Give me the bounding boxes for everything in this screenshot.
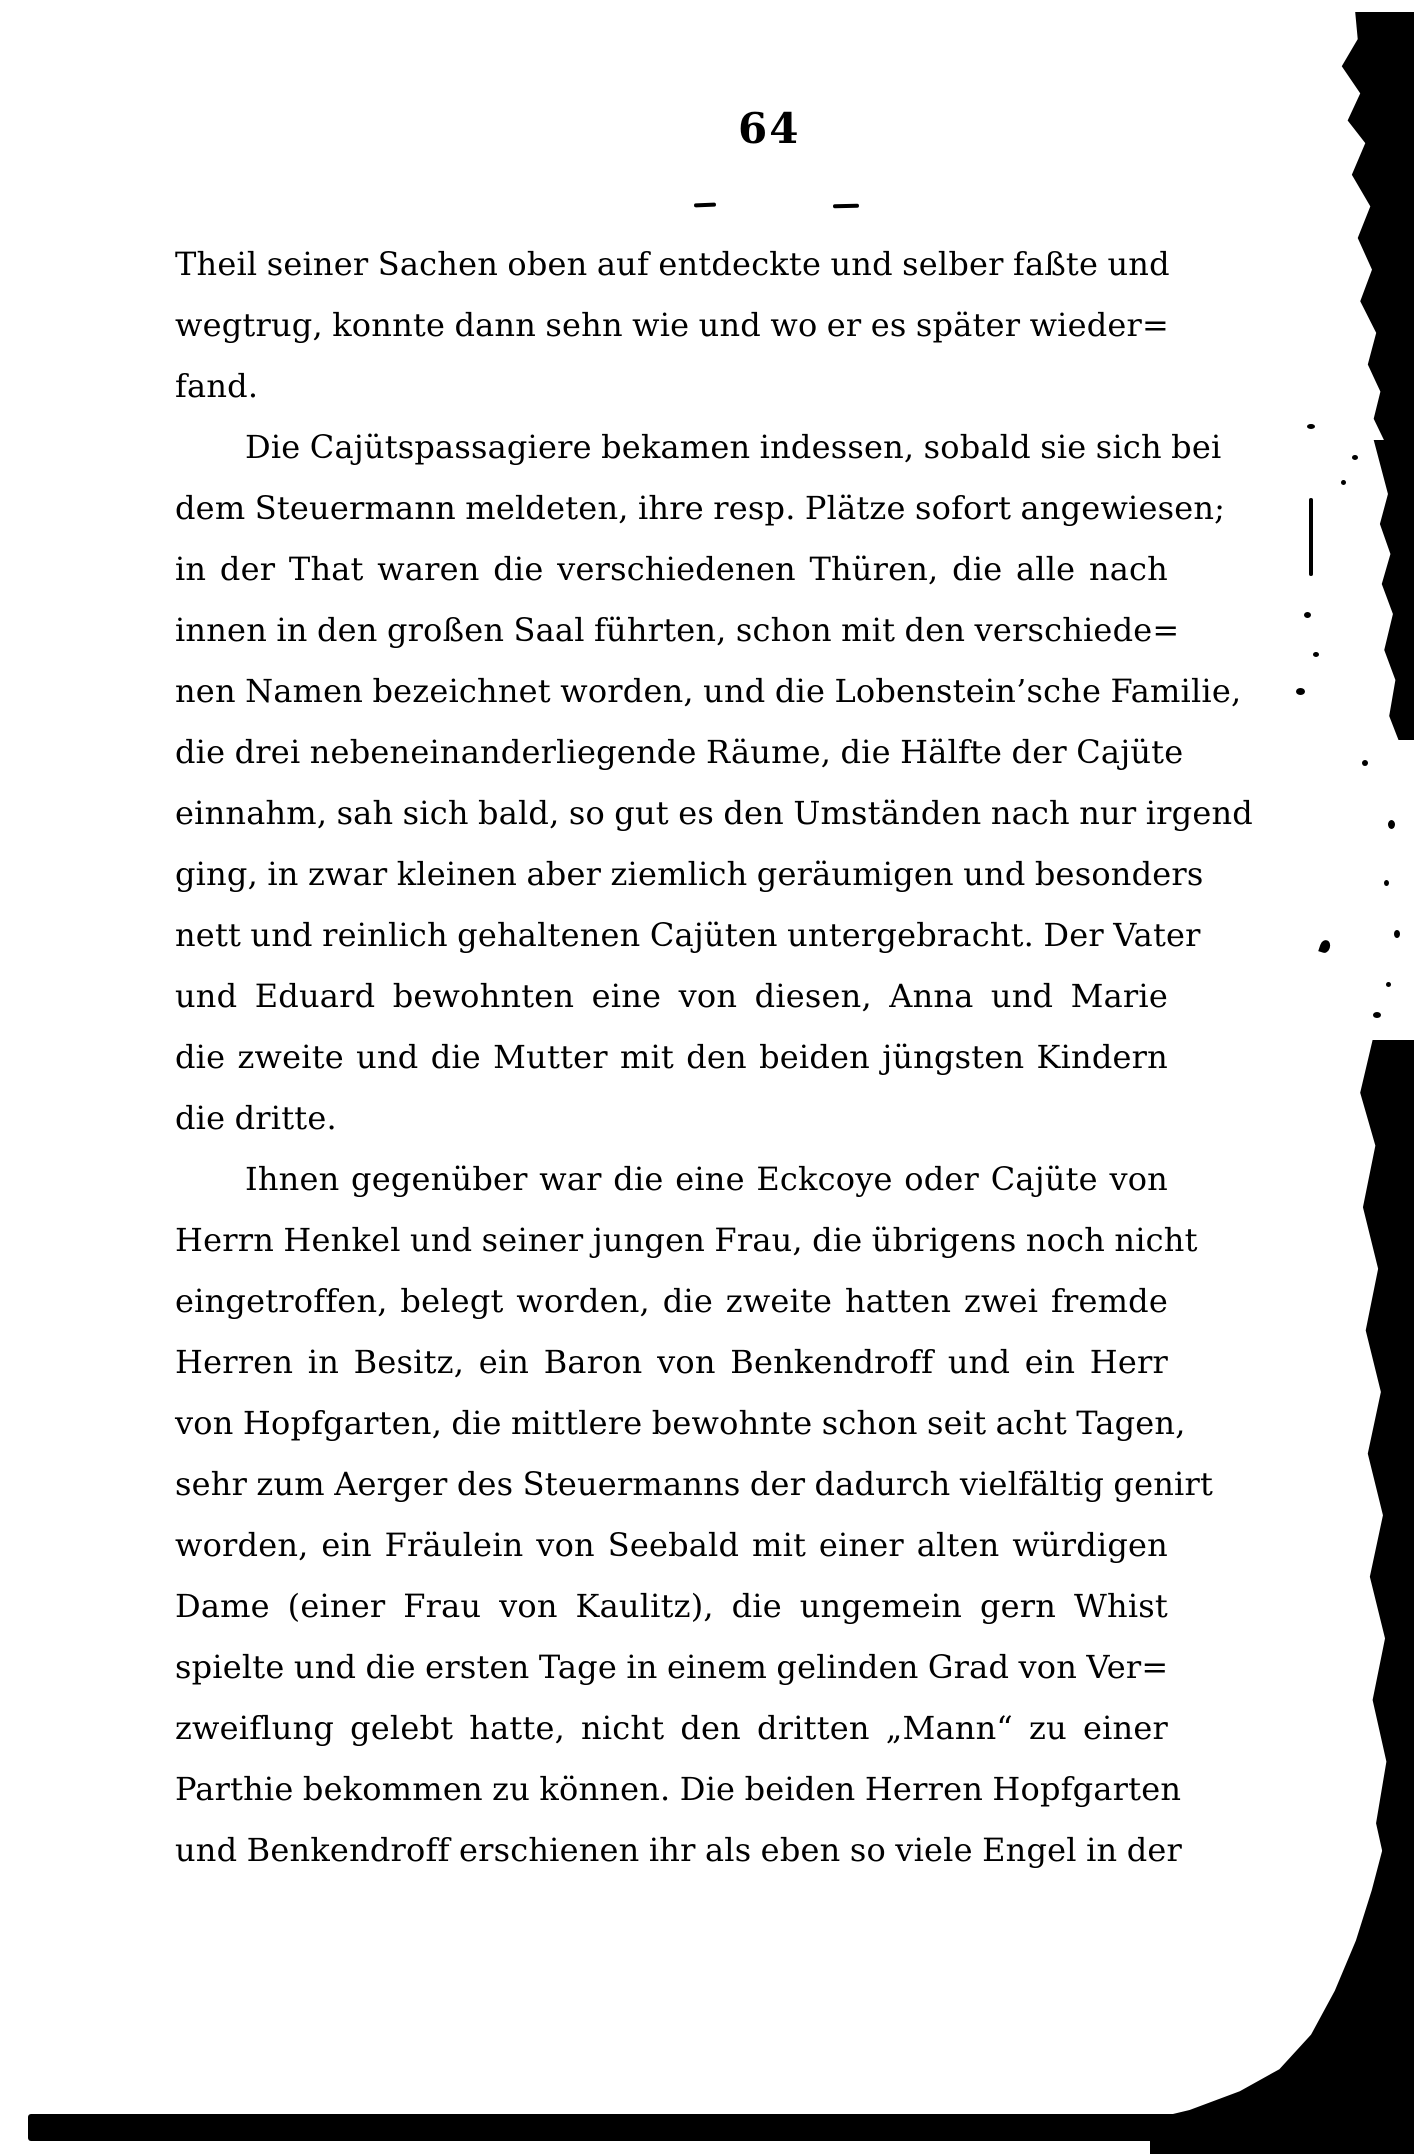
- text-line: Ihnen gegenüber war die eine Eckcoye oder Cajüte von: [245, 1160, 1168, 1198]
- text-line: innen in den großen Saal führten, schon mit den verschiede=: [175, 611, 1180, 649]
- text-line: Dame (einer Frau von Kaulitz), die ungemein gern Whist: [175, 1587, 1168, 1625]
- text-line: ging, in zwar kleinen aber ziemlich geräumigen und besonders: [175, 855, 1204, 893]
- ink-speck: [1318, 939, 1332, 954]
- ink-speck: [1388, 820, 1395, 829]
- text-line: fand.: [175, 367, 259, 405]
- text-line: Parthie bekommen zu können. Die beiden Herren Hopfgarten: [175, 1770, 1182, 1808]
- text-line: dem Steuermann meldeten, ihre resp. Plätze sofort angewiesen;: [175, 489, 1226, 527]
- text-line: Herrn Henkel und seiner jungen Frau, die übrigens noch nicht: [175, 1221, 1198, 1259]
- scan-artifact-bottom-right-corner: [1150, 1840, 1414, 2154]
- text-line: Die Cajütspassagiere bekamen indessen, sobald sie sich bei: [245, 428, 1222, 466]
- text-line: Herren in Besitz, ein Baron von Benkendroff und ein Herr: [175, 1343, 1168, 1381]
- text-line: zweiflung gelebt hatte, nicht den dritten „Mann“ zu einer: [175, 1709, 1168, 1747]
- text-line: eingetroffen, belegt worden, die zweite hatten zwei fremde: [175, 1282, 1168, 1320]
- page-number: 64: [738, 104, 801, 153]
- text-line: nen Namen bezeichnet worden, und die Lobenstein’sche Familie,: [175, 672, 1242, 710]
- ink-speck: [1307, 424, 1315, 429]
- text-line: Theil seiner Sachen oben auf entdeckte und selber faßte und: [175, 245, 1170, 283]
- text-line: die zweite und die Mutter mit den beiden jüngsten Kindern: [175, 1038, 1168, 1076]
- text-line: worden, ein Fräulein von Seebald mit einer alten würdigen: [175, 1526, 1168, 1564]
- ink-speck: [1352, 455, 1358, 460]
- text-line: in der That waren die verschiedenen Thüren, die alle nach: [175, 550, 1168, 588]
- text-line: einnahm, sah sich bald, so gut es den Umständen nach nur irgend: [175, 794, 1253, 832]
- ink-speck: [1384, 880, 1389, 886]
- header-dash-right: [833, 204, 859, 208]
- ink-speck: [1309, 498, 1313, 576]
- text-line: nett und reinlich gehaltenen Cajüten untergebracht. Der Vater: [175, 916, 1201, 954]
- text-line: die drei nebeneinanderliegende Räume, die Hälfte der Cajüte: [175, 733, 1184, 771]
- text-line: spielte und die ersten Tage in einem gelinden Grad von Ver=: [175, 1648, 1169, 1686]
- text-line: und Benkendroff erschienen ihr als eben so viele Engel in der: [175, 1831, 1183, 1869]
- text-line: von Hopfgarten, die mittlere bewohnte schon seit acht Tagen,: [175, 1404, 1186, 1442]
- ink-speck: [1296, 688, 1305, 695]
- ink-speck: [1313, 652, 1319, 657]
- ink-speck: [1362, 760, 1368, 766]
- scan-artifact-right-band-middle: [1352, 440, 1414, 740]
- scan-artifact-bottom-bar: [28, 2114, 1414, 2141]
- text-line: wegtrug, konnte dann sehn wie und wo er es später wieder=: [175, 306, 1170, 344]
- ink-speck: [1386, 982, 1391, 987]
- ink-speck: [1341, 480, 1346, 485]
- ink-speck: [1373, 1012, 1381, 1018]
- text-line: sehr zum Aerger des Steuermanns der dadurch vielfältig genirt: [175, 1465, 1214, 1503]
- text-block: [175, 234, 1253, 1881]
- text-line: die dritte.: [175, 1099, 337, 1137]
- text-line: und Eduard bewohnten eine von diesen, Anna und Marie: [175, 977, 1168, 1015]
- scan-artifact-right-band-top: [1330, 12, 1414, 464]
- header-dash-left: [694, 203, 716, 208]
- ink-speck: [1304, 612, 1311, 618]
- scan-artifact-right-band-lower: [1345, 1040, 1414, 1920]
- ink-speck: [1394, 930, 1400, 938]
